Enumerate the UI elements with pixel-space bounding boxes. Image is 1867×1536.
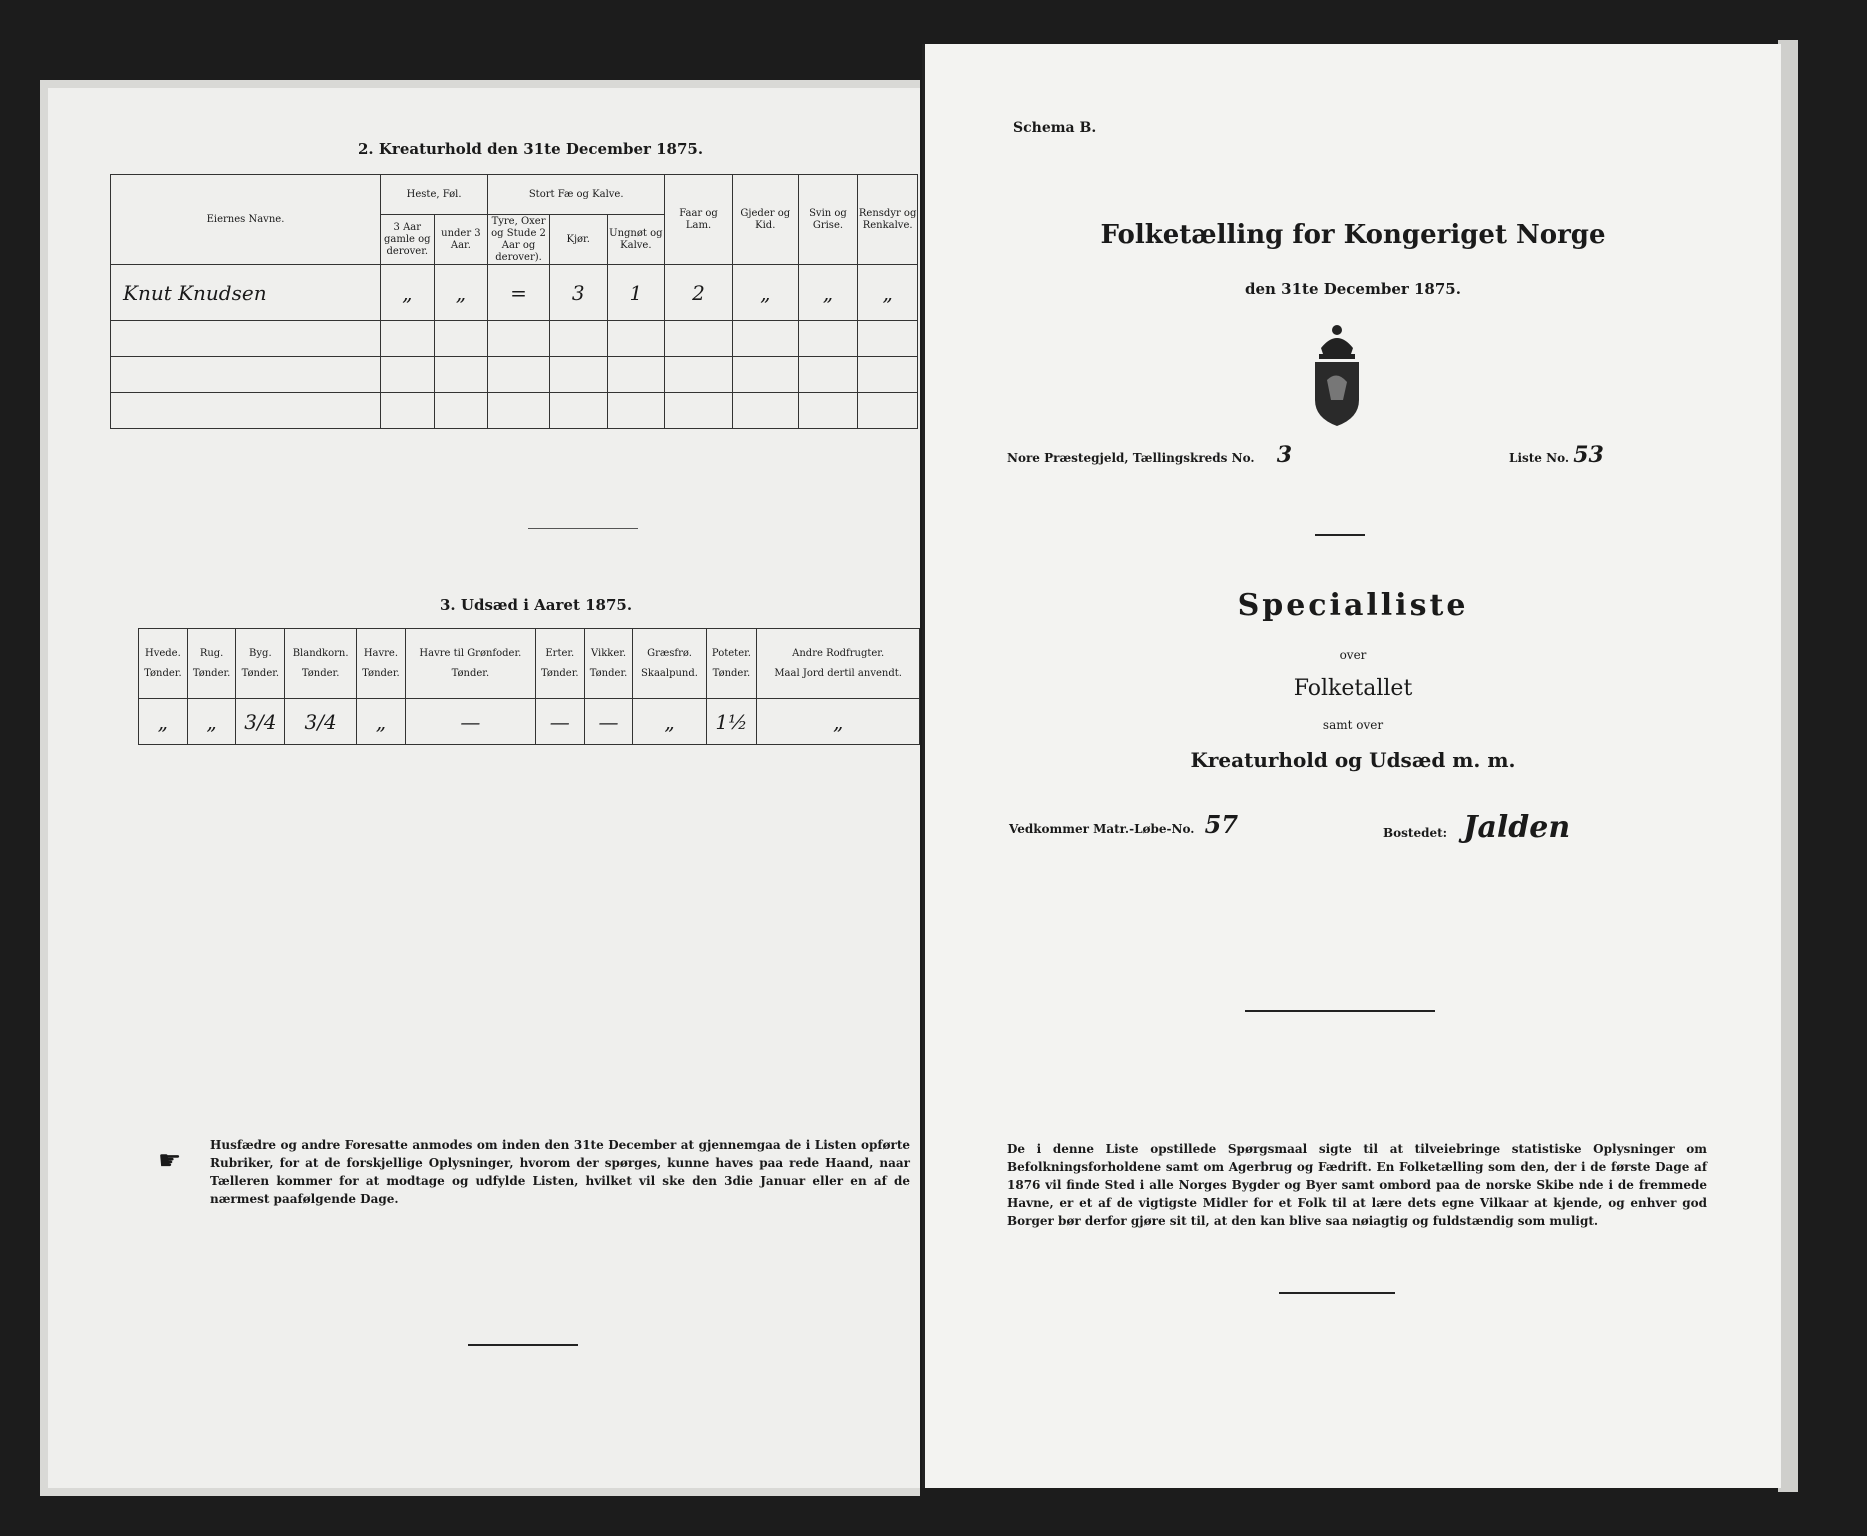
faar-header: Faar og Lam. (665, 175, 733, 265)
owner-column-header: Eiernes Navne. (111, 175, 381, 265)
right-page (922, 44, 1781, 1488)
seed-header-unit: Tønder. (589, 667, 628, 679)
seed-header-6 (535, 629, 584, 699)
tyre-header: Tyre, Oxer og Stude 2 Aar og derover). (488, 215, 550, 265)
seed-header-unit: Tønder. (301, 667, 340, 679)
seed-header-label: Blandkorn. (292, 647, 349, 659)
liste-label: Liste No. (1509, 451, 1570, 465)
coat-of-arms-icon (1305, 320, 1369, 430)
cell-ungnot: 1 (607, 265, 665, 321)
bosted-line (1383, 810, 1570, 845)
svin-header: Svin og Grise. (798, 175, 858, 265)
bosted-value: Jalden (1463, 810, 1571, 845)
seed-header-unit: Tønder. (451, 667, 490, 679)
table-row (139, 699, 920, 745)
parish-number: 3 (1276, 442, 1293, 468)
cell-gjeder: „ (732, 265, 798, 321)
divider (1315, 534, 1365, 536)
cell-kjor: 3 (549, 265, 607, 321)
pointing-hand-icon: ☛ (158, 1146, 182, 1176)
stort-group-header: Stort Fæ og Kalve. (488, 175, 665, 215)
seed-header-label: Poteter. (711, 647, 751, 659)
seed-header-label: Erter. (545, 647, 575, 659)
seed-header-2 (236, 629, 285, 699)
ungnot-header: Ungnøt og Kalve. (607, 215, 665, 265)
table-row (111, 357, 918, 393)
cell-svin: „ (798, 265, 858, 321)
cell-rensdyr: „ (858, 265, 918, 321)
liste-number: 53 (1573, 442, 1604, 468)
seed-header-label: Rug. (199, 647, 224, 659)
parish-line (1007, 442, 1292, 468)
seed-header-unit: Tønder. (241, 667, 280, 679)
seed-value-7: — (584, 699, 633, 745)
date-line: den 31te December 1875. (1245, 280, 1461, 298)
heste-3-header: 3 Aar gamle og derover. (381, 215, 435, 265)
seed-header-8 (633, 629, 706, 699)
divider (1279, 1292, 1395, 1294)
rensdyr-header: Rensdyr og Renkalve. (858, 175, 918, 265)
seed-header-1 (187, 629, 236, 699)
liste-line (1509, 442, 1604, 468)
cell-heste-3: „ (381, 265, 435, 321)
seed-header-9 (706, 629, 757, 699)
seed-value-10: „ (757, 699, 920, 745)
seed-header-unit: Skaalpund. (641, 667, 698, 679)
table-row (111, 265, 918, 321)
seed-table (138, 628, 920, 745)
schema-label: Schema B. (1013, 120, 1097, 136)
matr-number: 57 (1204, 810, 1239, 839)
main-title: Folketælling for Kongeriget Norge (1100, 220, 1606, 250)
seed-title: 3. Udsæd i Aaret 1875. (440, 596, 633, 614)
divider (1245, 1010, 1435, 1012)
seed-header-0 (139, 629, 188, 699)
samt-over-text: samt over (1322, 718, 1384, 732)
under3-header: under 3 Aar. (434, 215, 488, 265)
kjor-header: Kjør. (549, 215, 607, 265)
divider (468, 1344, 578, 1346)
seed-header-unit: Maal Jord dertil anvendt. (774, 667, 902, 679)
seed-header-label: Havre. (363, 647, 399, 659)
seed-header-label: Græsfrø. (647, 647, 692, 659)
heste-group-header: Heste, Føl. (381, 175, 488, 215)
left-page (48, 88, 920, 1488)
seed-header-label: Hvede. (144, 647, 181, 659)
seed-value-6: — (535, 699, 584, 745)
seed-header-7 (584, 629, 633, 699)
seed-value-4: „ (357, 699, 406, 745)
kreaturhold-heading: Kreaturhold og Udsæd m. m. (1190, 748, 1516, 772)
gjeder-header: Gjeder og Kid. (732, 175, 798, 265)
over-text: over (1339, 648, 1367, 662)
seed-value-8: „ (633, 699, 706, 745)
table-row (111, 393, 918, 429)
seed-header-label: Byg. (249, 647, 272, 659)
seed-header-3 (285, 629, 357, 699)
seed-value-0: „ (139, 699, 188, 745)
folketallet-heading: Folketallet (1293, 676, 1413, 701)
cell-tyre: = (488, 265, 550, 321)
seed-value-2: 3/4 (236, 699, 285, 745)
seed-header-label: Vikker. (590, 647, 627, 659)
seed-header-unit: Tønder. (712, 667, 751, 679)
owner-name: Knut Knudsen (111, 265, 381, 321)
notice-text: Husfædre og andre Foresatte anmodes om inden den 31te December at gjennemgaa de i Listen opførte Rubriker, for at de forskjellige Oplysninger, hvorom der spørges, kunne haves paa rede Haand, naar Tælleren kommer for at modtage og udfylde Listen, hvilket vil ske den 3die Januar eller en af de nærmest paafølgende Dage. (210, 1138, 910, 1206)
seed-value-9: 1½ (706, 699, 757, 745)
seed-header-label: Andre Rodfrugter. (792, 647, 885, 659)
footer-text: De i denne Liste opstillede Spørgsmaal sigte til at tilveiebringe statistiske Oplysninger om Befolkningsforholdene samt om Agerbrug og Fædrift. En Folketælling som den, der i de første Dage af 1876 vil finde Sted i alle Norges Bygder og Byer samt ombord paa de norske Skibe nde i de fremmede Havne, er et af de vigtigste Midler for et Folk til at lære dets egne Vilkaar at kjende, og enhver god Borger bør derfor gjøre sit til, at den kan blive saa nøiagtig og fuldstændig som muligt. (1007, 1142, 1707, 1228)
cell-faar: 2 (665, 265, 733, 321)
bosted-label: Bostedet: (1383, 826, 1448, 840)
livestock-title: 2. Kreaturhold den 31te December 1875. (358, 140, 704, 158)
specialliste-heading: Specialliste (1237, 588, 1469, 623)
divider (528, 528, 638, 529)
matr-line (1009, 810, 1238, 839)
parish-label: Nore Præstegjeld, Tællingskreds No. (1007, 451, 1255, 465)
seed-header-10 (757, 629, 920, 699)
livestock-table (110, 174, 918, 429)
seed-header-4 (357, 629, 406, 699)
seed-header-unit: Tønder. (144, 667, 182, 679)
seed-header-unit: Tønder. (541, 667, 579, 679)
right-page-edge (1778, 40, 1798, 1492)
seed-header-row (139, 629, 920, 699)
seed-header-unit: Tønder. (362, 667, 400, 679)
seed-value-1: „ (187, 699, 236, 745)
seed-header-5 (405, 629, 535, 699)
seed-value-3: 3/4 (285, 699, 357, 745)
seed-header-label: Havre til Grønfoder. (419, 647, 522, 659)
table-row (111, 321, 918, 357)
cell-under3: „ (434, 265, 488, 321)
matr-label: Vedkommer Matr.-Løbe-No. (1009, 822, 1195, 836)
seed-value-5: — (405, 699, 535, 745)
seed-header-unit: Tønder. (192, 667, 231, 679)
